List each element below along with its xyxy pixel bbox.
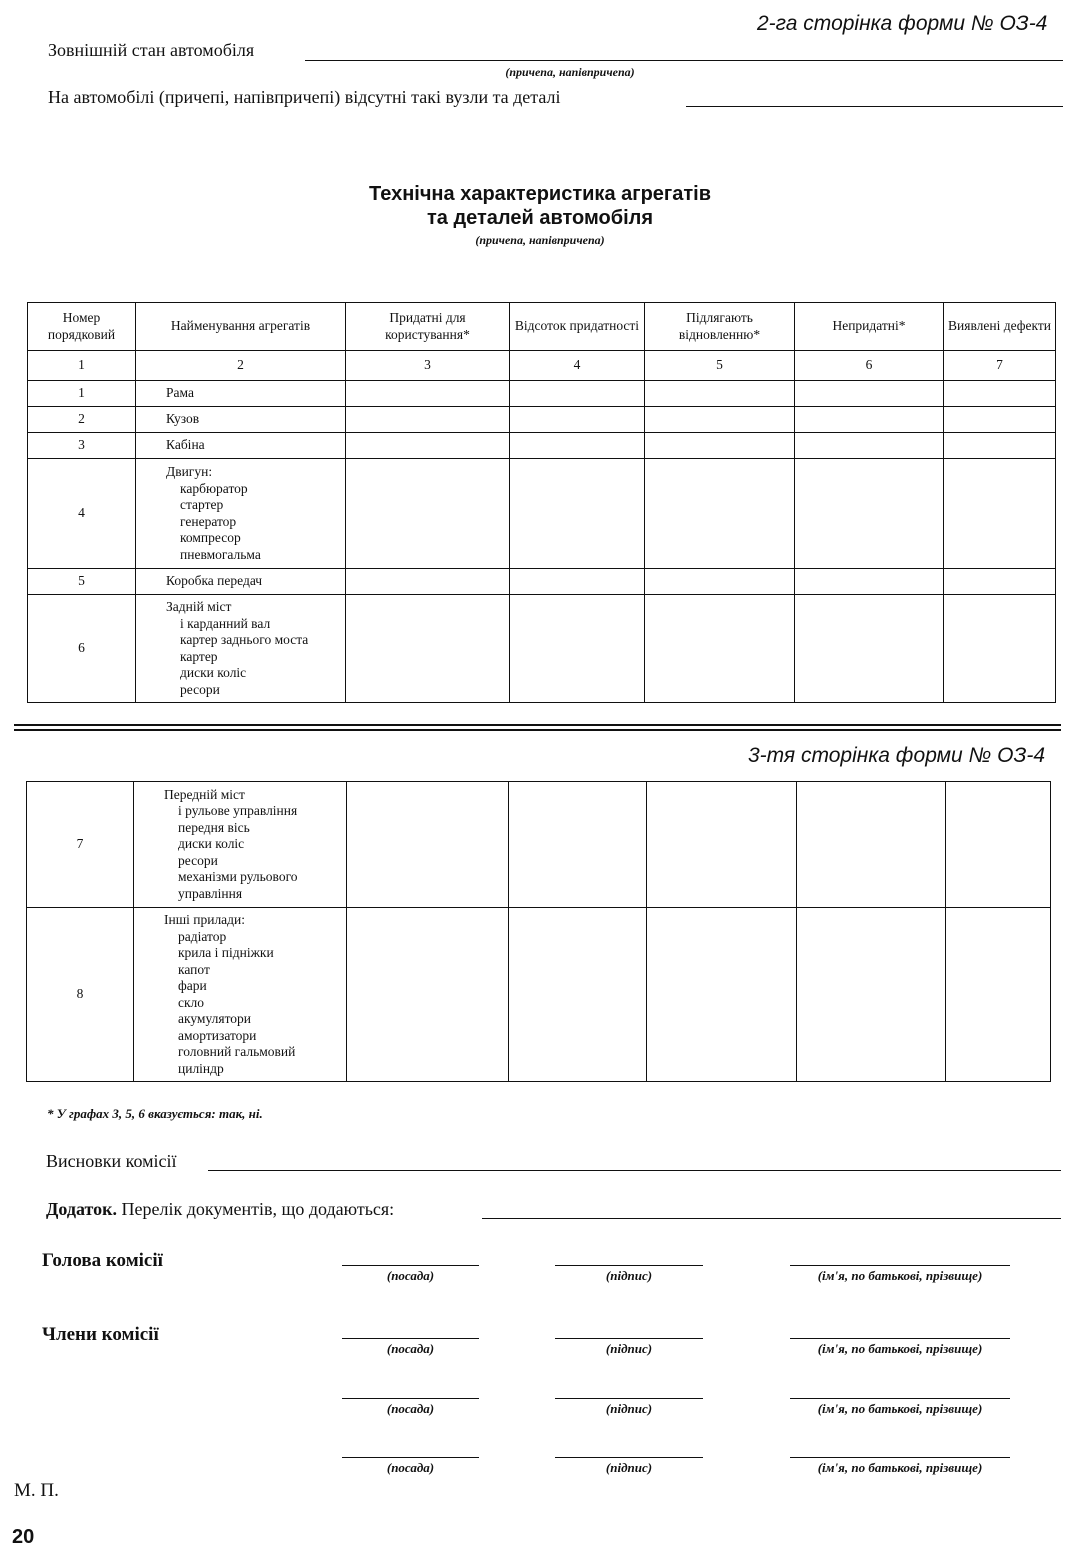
entry-cell[interactable] — [510, 433, 645, 459]
column-number: 4 — [510, 351, 645, 381]
component-name: Задній міст — [166, 599, 232, 614]
signature-caption: (підпис) — [605, 1341, 653, 1356]
full-name-caption: (ім'я, по батькові, прізвище) — [817, 1341, 983, 1356]
signature-line[interactable] — [555, 1338, 703, 1339]
component-subitem: головний гальмовий — [178, 1044, 296, 1059]
component-subitem: ресори — [180, 681, 220, 697]
entry-cell[interactable] — [944, 433, 1056, 459]
position-line[interactable] — [342, 1338, 479, 1339]
component-subitem: стартер — [180, 497, 224, 512]
component-subitem: радіатор — [178, 928, 227, 944]
appendix-text: Перелік документів, що додаються: — [121, 1199, 395, 1219]
component-name-cell — [136, 433, 346, 459]
full-name-line[interactable] — [790, 1338, 1010, 1339]
component-name: Кабіна — [166, 437, 205, 453]
position-line[interactable] — [342, 1398, 479, 1399]
component-name-cell — [136, 407, 346, 433]
stamp-place: М. П. — [14, 1480, 59, 1501]
header-cell: Відсоток придатності — [510, 303, 645, 351]
position-caption: (посада) — [386, 1460, 435, 1475]
external-state-field[interactable] — [305, 60, 1063, 61]
component-subitem: передня вісь — [178, 819, 250, 835]
entry-cell[interactable] — [797, 782, 946, 908]
column-number: 7 — [944, 351, 1056, 381]
table-row — [28, 459, 1056, 569]
position-line[interactable] — [342, 1457, 479, 1458]
component-name-cell — [134, 908, 347, 1082]
row-number: 4 — [28, 459, 136, 569]
entry-cell[interactable] — [944, 407, 1056, 433]
component-name: Коробка передач — [166, 573, 263, 589]
entry-cell[interactable] — [944, 381, 1056, 407]
component-name: Рама — [166, 385, 194, 401]
component-subitem: фари — [178, 978, 207, 993]
row-number: 2 — [28, 407, 136, 433]
component-subitem: карбюратор — [180, 480, 248, 496]
entry-cell[interactable] — [645, 381, 795, 407]
row-number: 7 — [27, 782, 134, 908]
component-subitem: скло — [178, 994, 205, 1010]
signature-caption: (підпис) — [605, 1401, 653, 1416]
entry-cell[interactable] — [647, 782, 797, 908]
component-name-cell — [136, 595, 346, 703]
component-subitem: картер заднього моста — [180, 632, 309, 647]
header-row — [28, 303, 1056, 351]
table-row — [28, 569, 1056, 595]
component-subitem: пневмогальма — [180, 546, 261, 562]
position-caption: (посада) — [386, 1401, 435, 1416]
external-state-label: Зовнішній стан автомобіля — [48, 40, 255, 60]
component-name: Двигун: — [166, 464, 213, 479]
page3-header: 3-тя сторінка форми № ОЗ-4 — [748, 744, 1046, 767]
appendix-bold: Додаток. — [46, 1199, 117, 1219]
component-subitem: диски коліс — [178, 836, 245, 852]
table-row — [28, 595, 1056, 703]
entry-cell[interactable] — [645, 407, 795, 433]
full-name-caption: (ім'я, по батькові, прізвище) — [817, 1401, 983, 1416]
signature-line[interactable] — [555, 1457, 703, 1458]
table-row — [28, 407, 1056, 433]
entry-cell[interactable] — [346, 407, 510, 433]
component-name-cell — [136, 381, 346, 407]
entry-cell[interactable] — [797, 908, 946, 1082]
component-subitem: і рульове управління — [178, 803, 298, 819]
table-row — [27, 782, 1051, 908]
table-row — [28, 381, 1056, 407]
table-row — [28, 433, 1056, 459]
column-number: 6 — [795, 351, 944, 381]
header-cell: Виявлені дефекти — [944, 303, 1056, 351]
column-number: 5 — [645, 351, 795, 381]
entry-cell[interactable] — [510, 569, 645, 595]
entry-cell[interactable] — [647, 908, 797, 1082]
row-number: 1 — [28, 381, 136, 407]
row-number: 6 — [28, 595, 136, 703]
header-cell: Непридатні* — [795, 303, 944, 351]
component-subitem: капот — [178, 961, 210, 977]
full-name-line[interactable] — [790, 1265, 1010, 1266]
entry-cell[interactable] — [795, 595, 944, 703]
header-cell: Придатні для користування* — [346, 303, 510, 351]
entry-cell[interactable] — [795, 381, 944, 407]
row-number: 3 — [28, 433, 136, 459]
missing-parts-field[interactable] — [686, 106, 1063, 107]
signature-caption: (підпис) — [605, 1460, 653, 1475]
entry-cell[interactable] — [645, 569, 795, 595]
component-subitem: крила і підніжки — [178, 945, 274, 960]
conclusions-field[interactable] — [208, 1170, 1061, 1171]
component-name: Передній міст — [164, 786, 245, 802]
component-subitem: картер — [180, 648, 218, 664]
full-name-line[interactable] — [790, 1398, 1010, 1399]
component-subitem: амортизатори — [178, 1027, 257, 1043]
entry-cell[interactable] — [346, 569, 510, 595]
position-caption: (посада) — [386, 1268, 435, 1283]
components-table-page2 — [27, 302, 1056, 703]
trailer-note: (причепа, напівпричепа) — [505, 65, 635, 79]
component-subitem: циліндр — [178, 1060, 224, 1076]
entry-cell[interactable] — [944, 569, 1056, 595]
entry-cell[interactable] — [346, 433, 510, 459]
table-row — [27, 908, 1051, 1082]
appendix-field[interactable] — [482, 1218, 1061, 1219]
entry-cell[interactable] — [347, 782, 509, 908]
entry-cell[interactable] — [645, 595, 795, 703]
entry-cell[interactable] — [795, 459, 944, 569]
entry-cell[interactable] — [946, 782, 1051, 908]
row-number: 8 — [27, 908, 134, 1082]
component-subitem: управління — [178, 885, 243, 901]
row-number: 5 — [28, 569, 136, 595]
entry-cell[interactable] — [944, 459, 1056, 569]
entry-cell[interactable] — [946, 908, 1051, 1082]
component-name: Кузов — [166, 411, 200, 427]
components-table-page3 — [26, 781, 1051, 1082]
entry-cell[interactable] — [645, 459, 795, 569]
full-name-line[interactable] — [790, 1457, 1010, 1458]
header-cell: Найменування агрегатів — [136, 303, 346, 351]
position-line[interactable] — [342, 1265, 479, 1266]
entry-cell[interactable] — [795, 569, 944, 595]
entry-cell[interactable] — [347, 908, 509, 1082]
component-subitem: і карданний вал — [180, 615, 271, 631]
members-label: Члени комісії — [42, 1324, 159, 1345]
full-name-caption: (ім'я, по батькові, прізвище) — [817, 1268, 983, 1283]
entry-cell[interactable] — [795, 433, 944, 459]
page2-header: 2-га сторінка форми № ОЗ-4 — [757, 12, 1048, 35]
entry-cell[interactable] — [944, 595, 1056, 703]
column-number: 2 — [136, 351, 346, 381]
section-title-line1: Технічна характеристика агрегатів — [368, 183, 712, 205]
entry-cell[interactable] — [509, 908, 647, 1082]
page-number: 20 — [12, 1526, 35, 1548]
entry-cell[interactable] — [510, 595, 645, 703]
entry-cell[interactable] — [346, 595, 510, 703]
appendix-line — [46, 1199, 394, 1220]
chair-label: Голова комісії — [42, 1250, 163, 1271]
signature-caption: (підпис) — [605, 1268, 653, 1283]
footnote: * У графах 3, 5, 6 вказується: так, ні. — [47, 1106, 263, 1121]
column-number: 3 — [346, 351, 510, 381]
component-subitem: генератор — [180, 513, 237, 529]
column-number-row — [28, 351, 1056, 381]
signature-line[interactable] — [555, 1265, 703, 1266]
component-subitem: механізми рульового — [178, 869, 298, 885]
page-separator — [14, 724, 1061, 731]
full-name-caption: (ім'я, по батькові, прізвище) — [817, 1460, 983, 1475]
entry-cell[interactable] — [346, 459, 510, 569]
position-caption: (посада) — [386, 1341, 435, 1356]
header-cell: Номер порядковий — [28, 303, 136, 351]
conclusions-label: Висновки комісії — [46, 1151, 177, 1171]
column-number: 1 — [28, 351, 136, 381]
section-title-line2: та деталей автомобіля — [426, 207, 654, 229]
component-subitem: ресори — [178, 852, 218, 868]
missing-parts-label: На автомобілі (причепі, напівпричепі) відсутні такі вузли та деталі — [48, 87, 561, 107]
entry-cell[interactable] — [795, 407, 944, 433]
signature-line[interactable] — [555, 1398, 703, 1399]
component-name-cell — [136, 459, 346, 569]
entry-cell[interactable] — [509, 782, 647, 908]
entry-cell[interactable] — [510, 407, 645, 433]
entry-cell[interactable] — [645, 433, 795, 459]
component-subitem: диски коліс — [180, 665, 247, 680]
component-subitem: акумулятори — [178, 1011, 252, 1026]
section-title-note: (причепа, напівпричепа) — [475, 233, 605, 247]
component-name: Інші прилади: — [164, 912, 246, 927]
header-cell: Підлягають відновленню* — [645, 303, 795, 351]
entry-cell[interactable] — [346, 381, 510, 407]
component-name-cell — [134, 782, 347, 908]
component-subitem: компресор — [180, 530, 241, 545]
component-name-cell — [136, 569, 346, 595]
entry-cell[interactable] — [510, 381, 645, 407]
entry-cell[interactable] — [510, 459, 645, 569]
